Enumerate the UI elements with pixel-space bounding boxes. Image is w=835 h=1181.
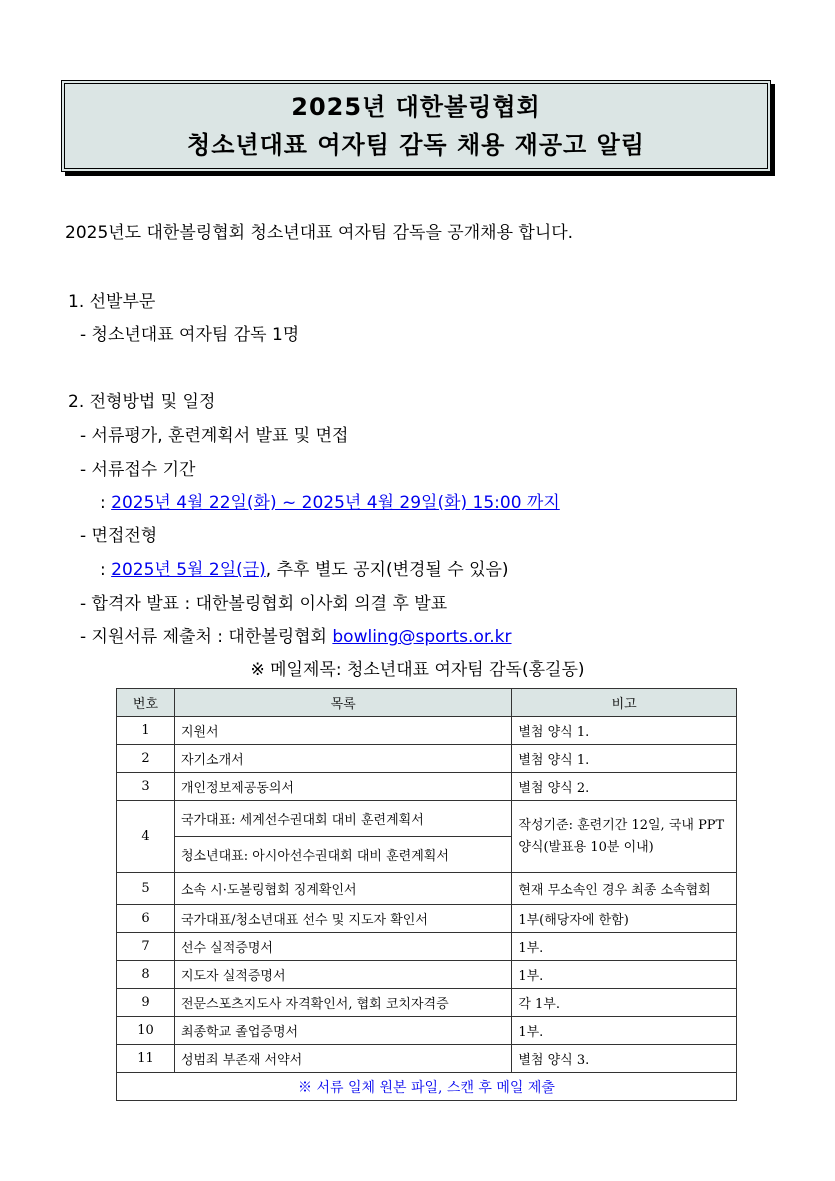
row-note: 1부. <box>512 961 737 989</box>
table-row <box>117 773 737 801</box>
table-footer-note: ※ 서류 일체 원본 파일, 스캔 후 메일 제출 <box>117 1073 737 1101</box>
period-prefix: : <box>100 493 112 513</box>
email-link[interactable]: bowling@sports.or.kr <box>332 627 512 647</box>
row-item: 지원서 <box>174 717 511 745</box>
period-text: 2025년 4월 22일(화) ~ 2025년 4월 29일(화) 15:00 까지 <box>111 493 560 513</box>
row-no: 10 <box>117 1017 175 1045</box>
row-no: 1 <box>117 717 175 745</box>
row-item: 지도자 실적증명서 <box>174 961 511 989</box>
section2-item2: - 서류접수 기간 <box>80 460 196 480</box>
row-no: 11 <box>117 1045 175 1073</box>
row-note: 작성기준: 훈련기간 12일, 국내 PPT 양식(발표용 10분 이내) <box>512 801 737 873</box>
interview-date: 2025년 5월 2일(금) <box>111 560 266 580</box>
row-note: 별첨 양식 3. <box>512 1045 737 1073</box>
row-item: 전문스포츠지도사 자격확인서, 협회 코치자격증 <box>174 989 511 1017</box>
header-item: 목록 <box>174 689 511 717</box>
table-row <box>117 933 737 961</box>
mail-subject: ※ 메일제목: 청소년대표 여자팀 감독(홍길동) <box>250 660 585 680</box>
title-box <box>61 80 771 172</box>
table-row <box>117 717 737 745</box>
row-no: 6 <box>117 905 175 933</box>
table-row <box>117 961 737 989</box>
row-no: 7 <box>117 933 175 961</box>
table-row <box>117 873 737 905</box>
row-note: 별첨 양식 1. <box>512 745 737 773</box>
document-table <box>116 688 737 1101</box>
submission-prefix: - 지원서류 제출처 : 대한볼링협회 <box>80 627 333 647</box>
table-row <box>117 989 737 1017</box>
table-header-row <box>117 689 737 717</box>
row-note: 1부. <box>512 1017 737 1045</box>
table-row <box>117 801 737 837</box>
row-item: 개인정보제공동의서 <box>174 773 511 801</box>
row-no: 8 <box>117 961 175 989</box>
row-item: 선수 실적증명서 <box>174 933 511 961</box>
row-note: 현재 무소속인 경우 최종 소속협회 <box>512 873 737 905</box>
row-item: 국가대표: 세계선수권대회 대비 훈련계획서 <box>174 801 511 837</box>
row-no: 2 <box>117 745 175 773</box>
section1-heading: 1. 선발부문 <box>68 292 156 312</box>
row-no: 3 <box>117 773 175 801</box>
intro-text: 2025년도 대한볼링협회 청소년대표 여자팀 감독을 공개채용 합니다. <box>65 223 574 243</box>
interview-line <box>100 555 509 580</box>
period-line <box>100 488 560 513</box>
row-item-2: 청소년대표: 아시아선수권대회 대비 훈련계획서 <box>174 837 511 873</box>
row-item: 소속 시·도볼링협회 징계확인서 <box>174 873 511 905</box>
row-note: 별첨 양식 1. <box>512 717 737 745</box>
table-row <box>117 905 737 933</box>
table-row <box>117 745 737 773</box>
row-no: 5 <box>117 873 175 905</box>
row-item: 국가대표/청소년대표 선수 및 지도자 확인서 <box>174 905 511 933</box>
header-no: 번호 <box>117 689 175 717</box>
row-note: 별첨 양식 2. <box>512 773 737 801</box>
title-line-2: 청소년대표 여자팀 감독 채용 재공고 알림 <box>187 131 645 159</box>
section2-item1: - 서류평가, 훈련계획서 발표 및 면접 <box>80 426 349 446</box>
table-row <box>117 1017 737 1045</box>
row-note: 1부(해당자에 한함) <box>512 905 737 933</box>
row-no: 4 <box>117 801 175 873</box>
interview-prefix: : <box>100 560 112 580</box>
header-note: 비고 <box>512 689 737 717</box>
interview-suffix: , 추후 별도 공지(변경될 수 있음) <box>265 560 509 580</box>
row-no: 9 <box>117 989 175 1017</box>
section2-heading: 2. 전형방법 및 일정 <box>68 392 216 412</box>
section2-item3: - 면접전형 <box>80 526 158 546</box>
section2-item4: - 합격자 발표 : 대한볼링협회 이사회 의결 후 발표 <box>80 594 448 614</box>
row-item: 최종학교 졸업증명서 <box>174 1017 511 1045</box>
row-item: 자기소개서 <box>174 745 511 773</box>
row-item: 성범죄 부존재 서약서 <box>174 1045 511 1073</box>
row-note: 1부. <box>512 933 737 961</box>
row-note: 각 1부. <box>512 989 737 1017</box>
submission-line <box>80 622 512 647</box>
table-row <box>117 1045 737 1073</box>
table-footer-row <box>117 1073 737 1101</box>
title-line-1: 2025년 대한볼링협회 <box>291 93 541 121</box>
section1-item: - 청소년대표 여자팀 감독 1명 <box>80 325 300 345</box>
